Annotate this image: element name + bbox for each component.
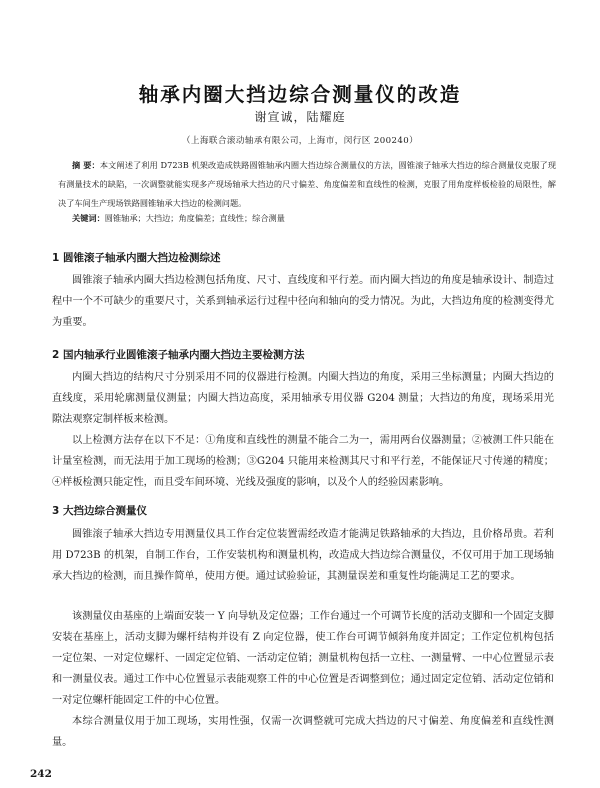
paper-title: 轴承内圈大挡边综合测量仪的改造 (138, 83, 462, 107)
section-1-paragraph-1: 圆锥滚子轴承内圈大挡边检测包括角度、尺寸、直线度和平行差。而内圈大挡边的角度是轴承设计、制造过程中一个不可缺少的重要尺寸，关系到轴承运行过程中径向和轴向的受力情况。为此，大挡边角度的检测变得尤为重要。 (52, 275, 554, 328)
section-3-paragraph-3: 本综合测量仪用于加工现场，实用性强，仅需一次调整就可完成大挡边的尺寸偏差、角度偏差和直线性测量。 (52, 716, 554, 748)
page-number: 242 (30, 768, 52, 780)
keywords (72, 211, 552, 225)
section-3-paragraph-1: 圆锥滚子轴承大挡边专用测量仪具工作台定位装置需经改造才能满足铁路轴承的大挡边，且价格昂贵。若利用 D723B 的机架，自制工作台，工作安装机构和测量机构，改造成大挡边综合测量仪，不仅可用于加工现场轴承大挡边的检测，而且操作简单，使用方便。通过试验验证，其测量误差和重复性均能满足工艺的要求。 (52, 529, 554, 582)
abstract (58, 156, 556, 213)
section-3-paragraph-2: 该测量仪由基座的上端面安装一 Y 向导轨及定位器；工作台通过一个可调节长度的活动支脚和一个固定支脚安装在基座上，活动支脚为螺杆结构并设有 Z 向定位器，使工作台可调节倾斜角度并固定；工作定位机构包括一定位架、一对定位螺杆、一固定定位销、一活动定位销；测量机构包括一立柱、一测量臂、一中心位置显示表和一测量仪表。通过工作中心位置显示表能观察工件的中心位置是否调整到位；通过固定定位销、活动定位销和一对定位螺杆能固定工件的中心位置。 (52, 611, 554, 706)
section-heading-1: 1 圆锥滚子轴承内圈大挡边检测综述 (52, 252, 221, 264)
keywords-text: 圆锥轴承；大挡边；角度偏差；直线性；综合测量 (104, 213, 285, 223)
section-heading-3: 3 大挡边综合测量仪 (52, 505, 147, 517)
affiliation: （上海联合滚动轴承有限公司，上海市，闵行区 200240） (181, 136, 419, 146)
keywords-label: 关键词： (72, 213, 105, 223)
author-list: 谢宣诚，陆耀庭 (254, 110, 346, 124)
section-2-paragraph-2: 以上检测方法存在以下不足：①角度和直线性的测量不能合二为一，需用两台仪器测量；②被测工件只能在计量室检测，而无法用于加工现场的检测；③G204 只能用来检测其尺寸和平行差，不能保证尺寸传递的精度；④样板检测只能定性，而且受车间环境、光线及强度的影响，以及个人的经验因素影响。 (52, 435, 554, 488)
abstract-label: 摘 要： (72, 160, 100, 170)
section-heading-2: 2 国内轴承行业圆锥滚子轴承内圈大挡边主要检测方法 (52, 349, 305, 361)
section-2-paragraph-1: 内圈大挡边的结构尺寸分别采用不同的仪器进行检测。内圈大挡边的角度，采用三坐标测量；内圈大挡边的直线度，采用轮廓测量仪测量；内圈大挡边高度，采用轴承专用仪器 G204 测量；大挡边的角度，现场采用光隙法观察定制样板来检测。 (52, 372, 554, 425)
abstract-text: 本文阐述了利用 D723B 机架改造成铁路圆锥轴承内圈大挡边综合测量仪的方法，圆锥滚子轴承大挡边的综合测量仪克服了现有测量技术的缺陷，一次调整就能实现多产现场轴承大挡边的尺寸偏差、角度偏差和直线性的检测，克服了用角度样板检验的局限性，解决了车间生产现场铁路圆锥轴承大挡边的检测问题。 (58, 160, 557, 208)
